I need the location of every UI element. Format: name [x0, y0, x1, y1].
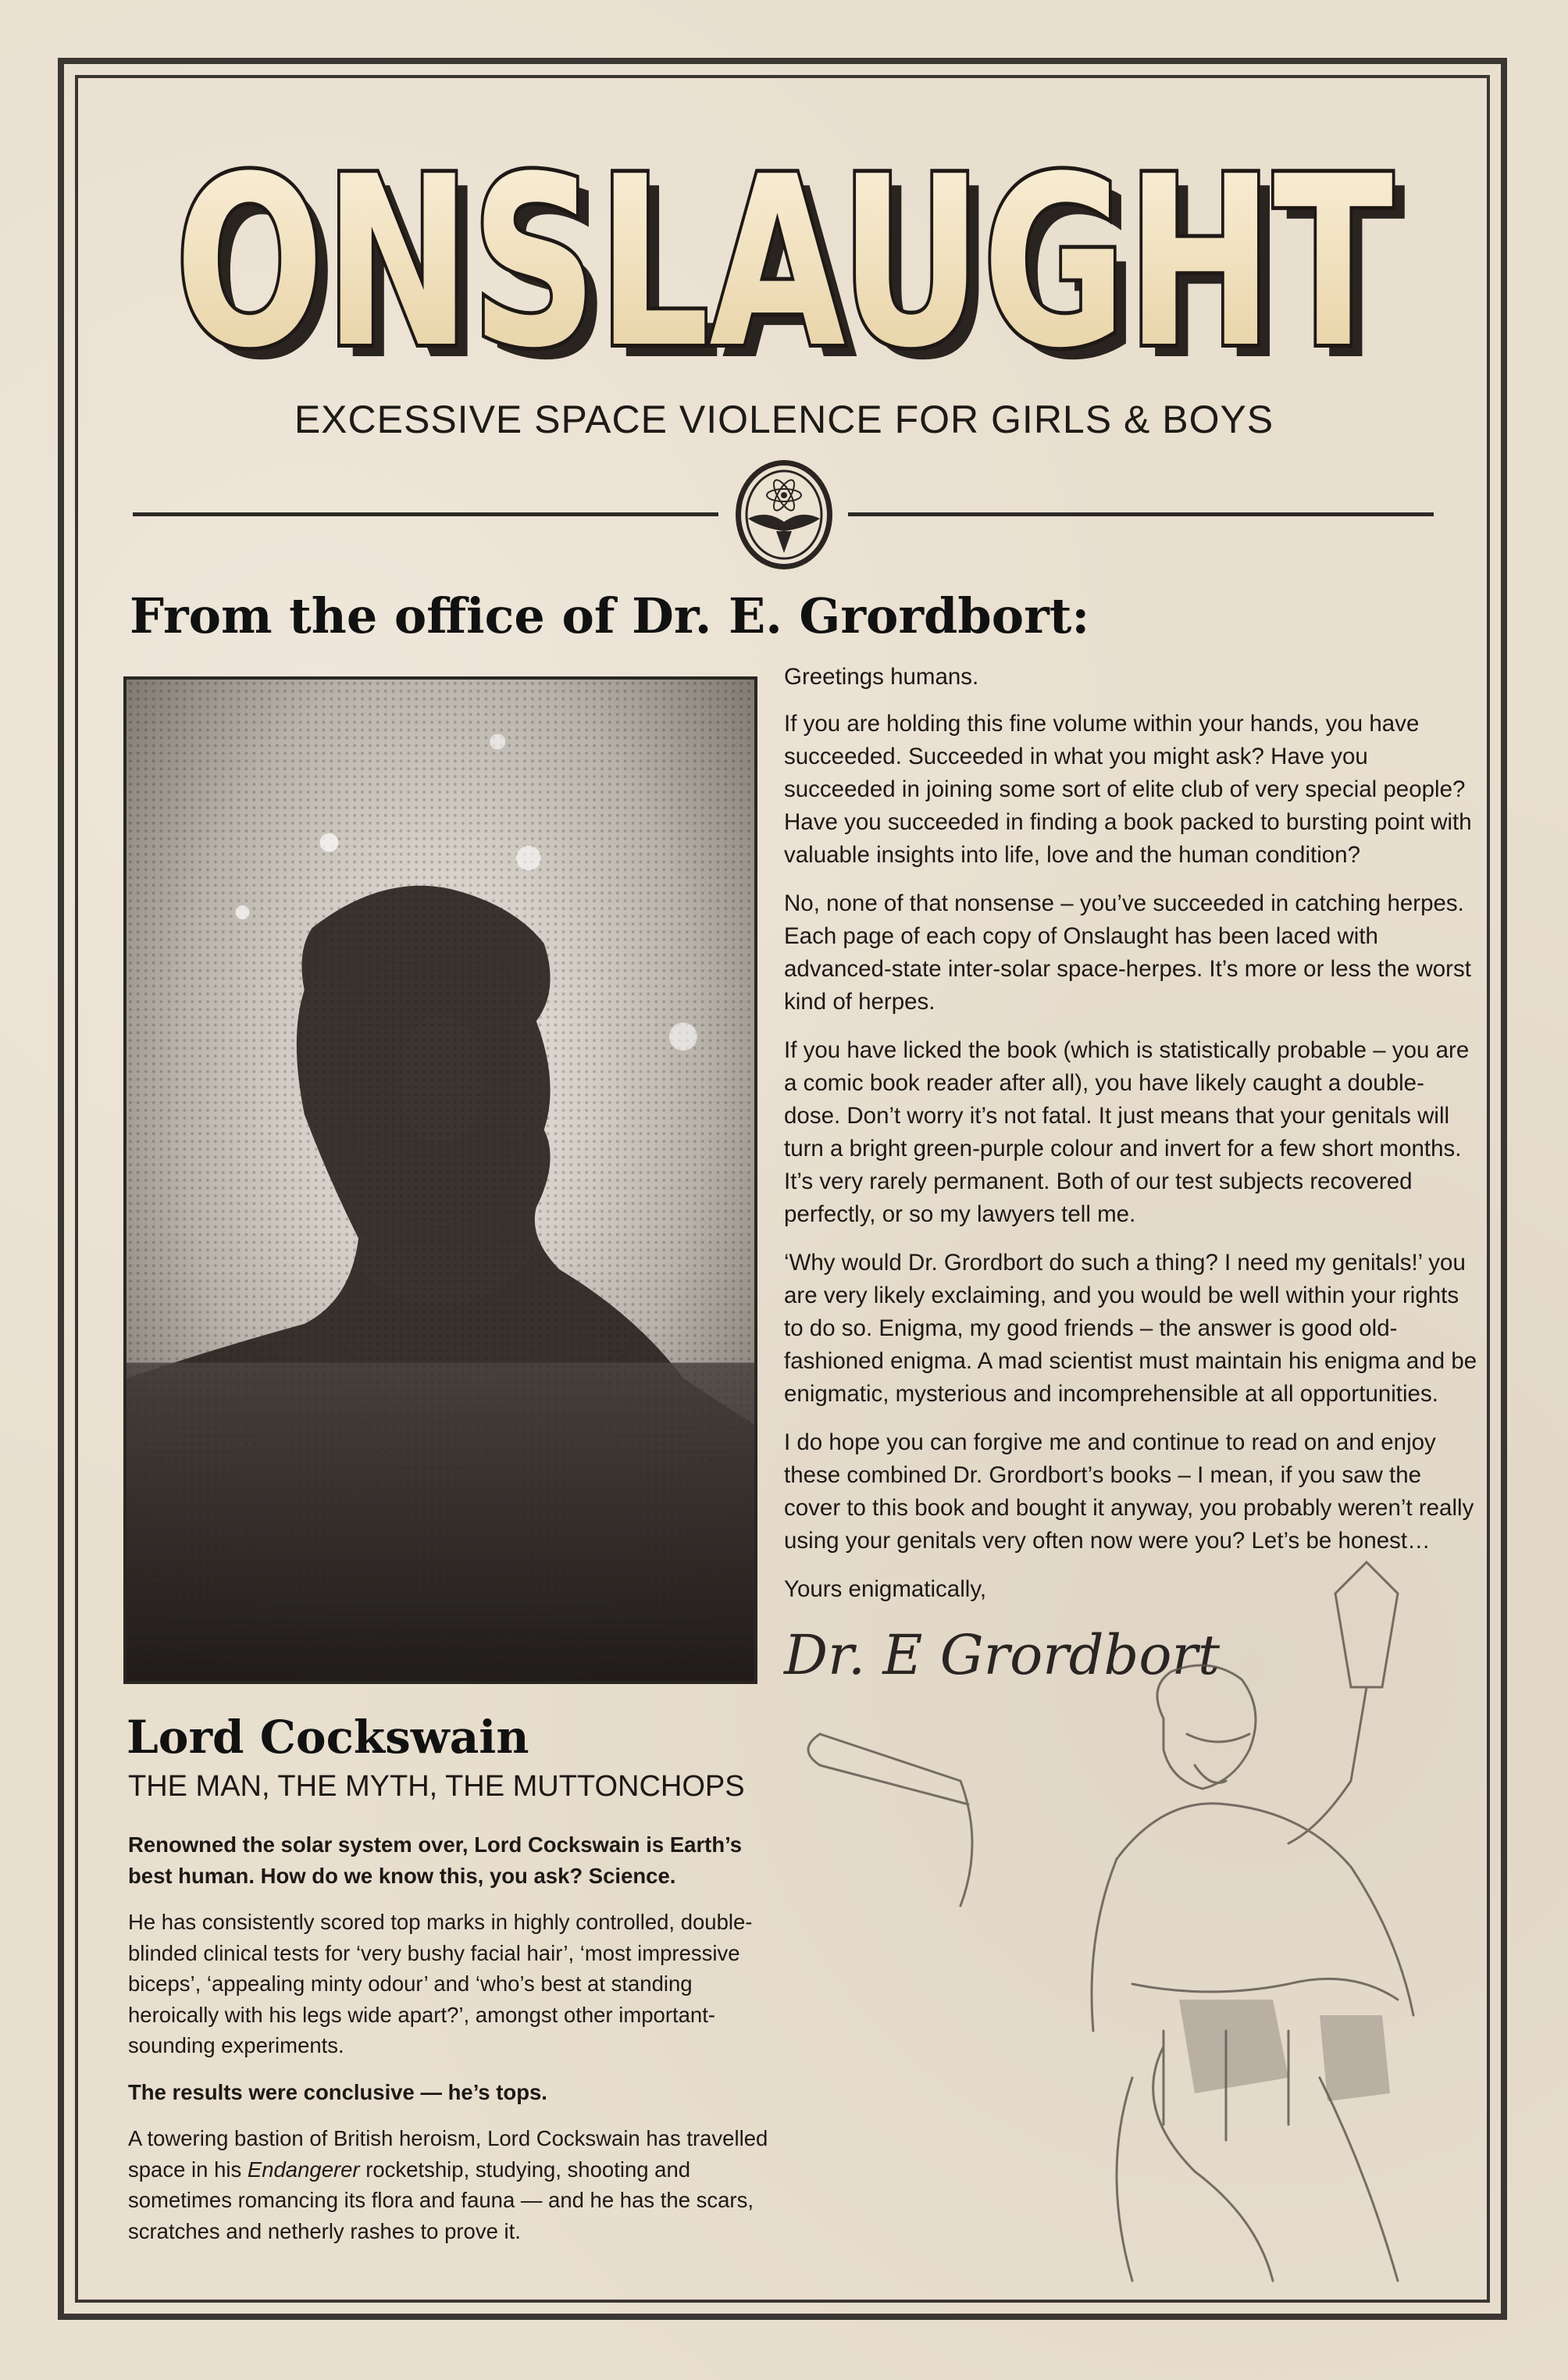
divider-left: [133, 512, 718, 516]
profile-intro: Renowned the solar system over, Lord Cockswain is Earth’s best human. How do we know this, you ask? Science.: [128, 1832, 743, 1888]
profile-paragraph: [128, 2123, 784, 2246]
office-heading: From the office of Dr. E. Grordbort:: [130, 587, 1090, 644]
letter-paragraph: If you have licked the book (which is statistically probable – you are a comic book reader after all), you have likely caught a double-dose. Don’t worry it’s not fatal. It just means that your genitals will turn a bright green-purple colour and invert for a few short months. It’s very rarely permanent. Both of our test subjects recovered perfectly, or so my lawyers tell me.: [784, 1037, 1470, 1227]
title-shadow: ONSLAUGHT: [187, 139, 1407, 383]
divider-right: [848, 512, 1434, 516]
letter-closing: Yours enigmatically,: [784, 1576, 987, 1602]
signature: Dr. E Grordbort: [784, 1623, 1221, 1687]
profile-result: The results were conclusive — he’s tops.: [128, 2079, 547, 2104]
profile-paragraph: He has consistently scored top marks in highly controlled, double-blinded clinical tests for ‘very bushy facial hair’, ‘most impressive biceps’, ‘appealing minty odour’ and ‘who’s best at standing heroically with his legs wide apart?’, amongst other important-sounding experiments.: [128, 1910, 753, 2057]
profile-bio: [128, 1829, 784, 2262]
ship-name: Endangerer: [247, 2157, 360, 2182]
profile-name: Lord Cockswain: [127, 1711, 529, 1764]
profile-paragraph-start: A towering bastion of British heroism, Lord Cockswain has travelled space in his: [128, 2126, 768, 2182]
masthead-subtitle: EXCESSIVE SPACE VIOLENCE FOR GIRLS & BOYS: [294, 398, 1274, 441]
profile-tagline: THE MAN, THE MYTH, THE MUTTONCHOPS: [128, 1770, 745, 1803]
letter-paragraph: ‘Why would Dr. Grordbort do such a thing? I need my genitals!’ you are very likely exclaiming, and you would be well within your rights to do so. Enigma, my good friends – the answer is good old-fashioned enigma. A mad scientist must maintain his enigma and be enigmatic, mysterious and incomprehensible at all opportunities.: [784, 1250, 1477, 1407]
letter-paragraph: I do hope you can forgive me and continue to read on and enjoy these combined Dr. Grordbort’s books – I mean, if you saw the cover to this book and bought it anyway, you probably weren’t really using your genitals very often now were you? Let’s be honest…: [784, 1429, 1474, 1554]
masthead-title: [0, 125, 1568, 383]
letter-paragraph: No, none of that nonsense – you’ve succeeded in catching herpes. Each page of each copy of Onslaught has been laced with advanced-state inter-solar space-herpes. It’s more or less the worst kind of herpes.: [784, 890, 1471, 1015]
silhouette-photo: [123, 676, 757, 1684]
letter-body: [784, 661, 1479, 1622]
letter-greeting: Greetings humans.: [784, 664, 979, 690]
title-text: ONSLAUGHT: [175, 127, 1395, 383]
letter-paragraph: If you are holding this fine volume within your hands, you have succeeded. Succeeded in what you might ask? Have you succeeded in joining some sort of elite club of very special people? Have you succeeded in finding a book packed to bursting point with valuable insights into life, love and the human condition?: [784, 711, 1472, 868]
winged-atom-emblem-icon: [731, 456, 837, 573]
profile-paragraph-end: rocketship, studying, shooting and sometimes romancing its flora and fauna — and he has the scars, scratches and netherly rashes to prove it.: [128, 2157, 754, 2243]
lord-cockswain-sketch: [726, 1531, 1499, 2312]
